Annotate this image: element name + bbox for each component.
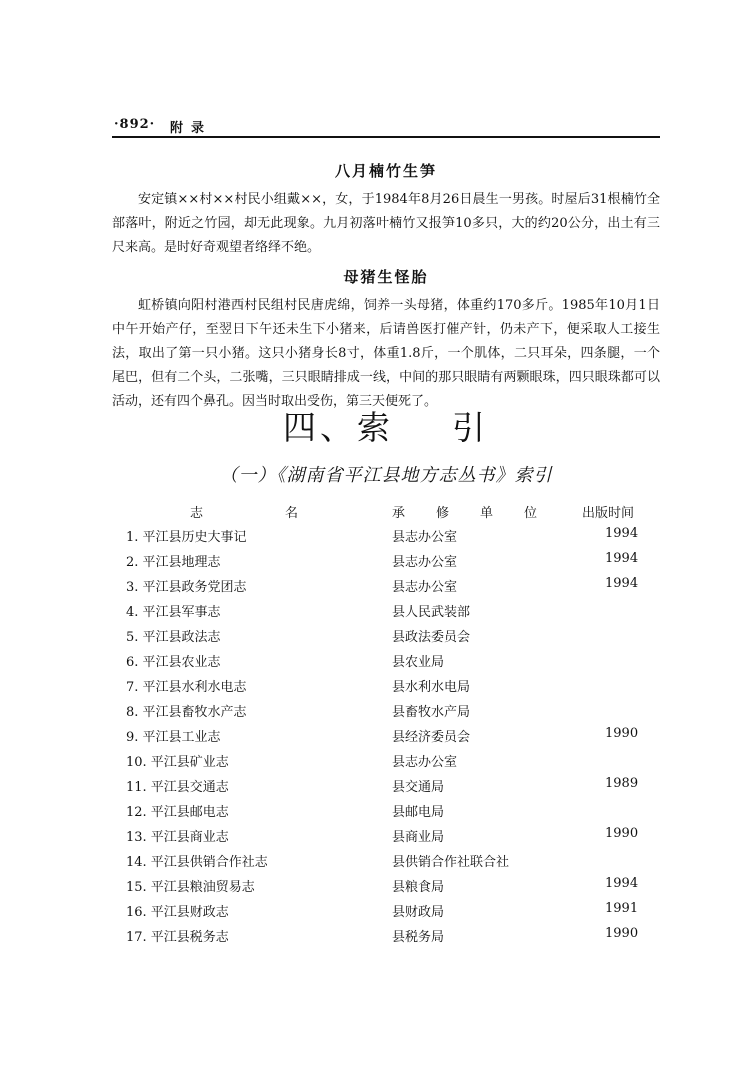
table-row (0, 576, 750, 601)
row-unit: 县财政局 (392, 905, 445, 920)
row-unit: 县粮食局 (392, 880, 445, 895)
article-title-bamboo: 八月楠竹生笋 (334, 162, 437, 180)
row-year: 1990 (605, 926, 639, 941)
row-name: 14. 平江县供销合作社志 (126, 855, 268, 870)
row-year: 1994 (605, 576, 639, 591)
row-year: 1994 (605, 551, 639, 566)
column-header-unit-char: 位 (524, 506, 538, 521)
column-header-unit-char: 承 (392, 506, 406, 521)
row-name: 7. 平江县水利水电志 (126, 680, 247, 695)
table-row (0, 726, 750, 751)
row-name: 10. 平江县矿业志 (126, 755, 229, 770)
article-title-pig: 母猪生怪胎 (343, 268, 429, 286)
table-row (0, 901, 750, 926)
row-name: 6. 平江县农业志 (126, 655, 221, 670)
table-row (0, 551, 750, 576)
column-header-year: 出版时间 (582, 506, 635, 521)
row-name: 8. 平江县畜牧水产志 (126, 705, 247, 720)
running-header (112, 116, 660, 138)
row-year: 1991 (605, 901, 639, 916)
row-name: 17. 平江县税务志 (126, 930, 229, 945)
row-year: 1989 (605, 776, 639, 791)
column-header-name-char1: 志 (190, 506, 204, 521)
table-row (0, 701, 750, 726)
row-name: 3. 平江县政务党团志 (126, 580, 247, 595)
article-body-bamboo: 安定镇××村××村民小组戴××，女，于1984年8月26日晨生一男孩。时屋后31根楠竹全部落叶，附近之竹园，却无此现象。九月初落叶楠竹又报笋10多只，大的约20公分，出土有三尺来高。是时好奇观望者络绎不绝。 (112, 192, 660, 255)
column-header-unit-char: 单 (480, 506, 494, 521)
row-year: 1994 (605, 876, 639, 891)
table-row (0, 926, 750, 951)
index-subtitle: （一）《湖南省平江县地方志丛书》索引 (219, 465, 553, 486)
row-unit: 县农业局 (392, 655, 445, 670)
row-name: 16. 平江县财政志 (126, 905, 229, 920)
section-label: 附录 (170, 121, 213, 136)
table-row (0, 626, 750, 651)
row-year: 1994 (605, 526, 639, 541)
row-unit: 县经济委员会 (392, 730, 471, 745)
row-name: 1. 平江县历史大事记 (126, 530, 247, 545)
column-header-name (190, 502, 298, 521)
table-row (0, 526, 750, 551)
row-unit: 县交通局 (392, 780, 445, 795)
table-row (0, 801, 750, 826)
row-name: 11. 平江县交通志 (126, 780, 229, 795)
article-body-pig: 虹桥镇向阳村港西村民组村民唐虎绵，饲养一头母猪，体重约170多斤。1985年10月1日中午开始产仔，至翌日下午还未生下小猪来，后请兽医打催产针，仍未产下，便采取人工接生法，取出了第一只小猪。这只小猪身长8寸，体重1.8斤，一个肌体，二只耳朵，四条腿，一个尾巴，但有二个头，二张嘴，三只眼睛排成一线，中间的那只眼睛有两颗眼珠，四只眼珠都可以活动，还有四个鼻孔。因当时取出受伤，第三天便死了。 (112, 298, 660, 409)
row-unit: 县税务局 (392, 930, 445, 945)
row-name: 2. 平江县地理志 (126, 555, 221, 570)
row-unit: 县供销合作社联合社 (392, 855, 510, 870)
row-unit: 县志办公室 (392, 555, 458, 570)
section-title-part1: 四、索 (283, 408, 394, 447)
row-name: 13. 平江县商业志 (126, 830, 229, 845)
row-unit: 县志办公室 (392, 530, 458, 545)
page-number: ·892· (114, 117, 156, 132)
table-row (0, 826, 750, 851)
row-year: 1990 (605, 726, 639, 741)
table-row (0, 776, 750, 801)
row-name: 9. 平江县工业志 (126, 730, 221, 745)
section-title-part2: 引 (452, 408, 489, 447)
row-unit: 县邮电局 (392, 805, 445, 820)
row-name: 15. 平江县粮油贸易志 (126, 880, 255, 895)
table-row (0, 876, 750, 901)
table-row (0, 601, 750, 626)
column-header-unit (392, 502, 568, 521)
row-unit: 县人民武装部 (392, 605, 471, 620)
column-header-unit-char: 修 (436, 506, 450, 521)
table-row (0, 851, 750, 876)
table-row (0, 651, 750, 676)
row-unit: 县志办公室 (392, 755, 458, 770)
row-unit: 县政法委员会 (392, 630, 471, 645)
row-unit: 县商业局 (392, 830, 445, 845)
column-header-name-char2: 名 (285, 506, 299, 521)
row-name: 4. 平江县军事志 (126, 605, 221, 620)
section-title (112, 402, 660, 450)
row-year: 1990 (605, 826, 639, 841)
row-unit: 县志办公室 (392, 580, 458, 595)
table-row (0, 676, 750, 701)
row-name: 5. 平江县政法志 (126, 630, 221, 645)
table-row (0, 751, 750, 776)
row-name: 12. 平江县邮电志 (126, 805, 229, 820)
index-table (0, 526, 750, 951)
row-unit: 县畜牧水产局 (392, 705, 471, 720)
row-unit: 县水利水电局 (392, 680, 471, 695)
